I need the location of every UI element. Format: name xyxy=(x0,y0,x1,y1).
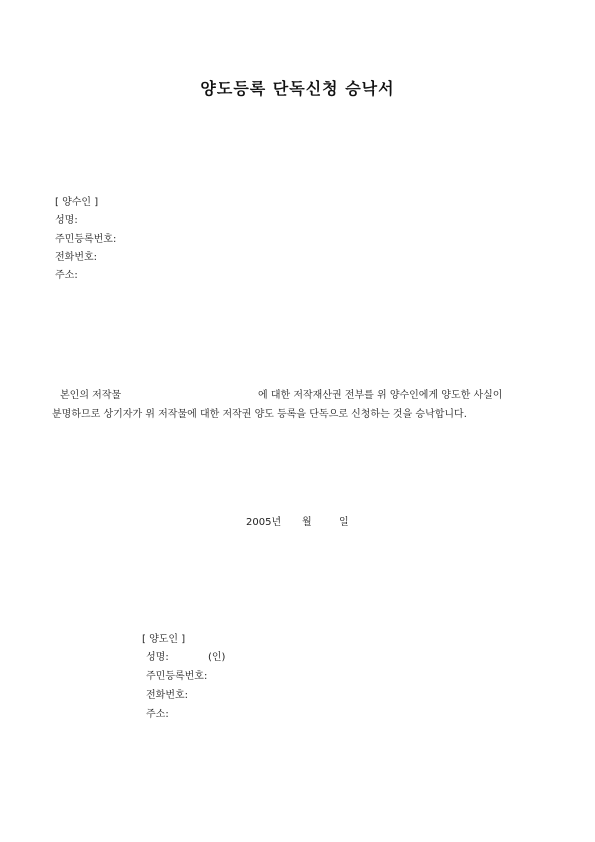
assignor-id-label: 주민등록번호: xyxy=(146,671,208,682)
statement-line2: 분명하므로 상기자가 위 저작물에 대한 저작권 양도 등록을 단독으로 신청하는 것을 승낙합니다. xyxy=(52,409,467,420)
assignor-address-label: 주소: xyxy=(146,709,169,720)
date-month: 월 xyxy=(302,517,312,528)
assignee-address-label: 주소: xyxy=(55,270,78,281)
assignor-phone-label: 전화번호: xyxy=(146,690,189,701)
date-year: 2005년 xyxy=(246,517,282,528)
assignor-seal: (인) xyxy=(208,652,226,663)
document-title: 양도등록 단독신청 승낙서 xyxy=(200,79,395,98)
statement-line1-start: 본인의 저작물 xyxy=(60,390,122,401)
assignee-phone-label: 전화번호: xyxy=(55,252,98,263)
date-day: 일 xyxy=(339,517,349,528)
statement-line1-end: 에 대한 저작재산권 전부를 위 양수인에게 양도한 사실이 xyxy=(258,390,503,401)
assignee-id-label: 주민등록번호: xyxy=(55,234,117,245)
assignee-name-label: 성명: xyxy=(55,215,78,226)
assignor-name-label: 성명: xyxy=(146,652,169,663)
assignee-header: [ 양수인 ] xyxy=(55,197,99,208)
assignor-header: [ 양도인 ] xyxy=(142,634,186,645)
